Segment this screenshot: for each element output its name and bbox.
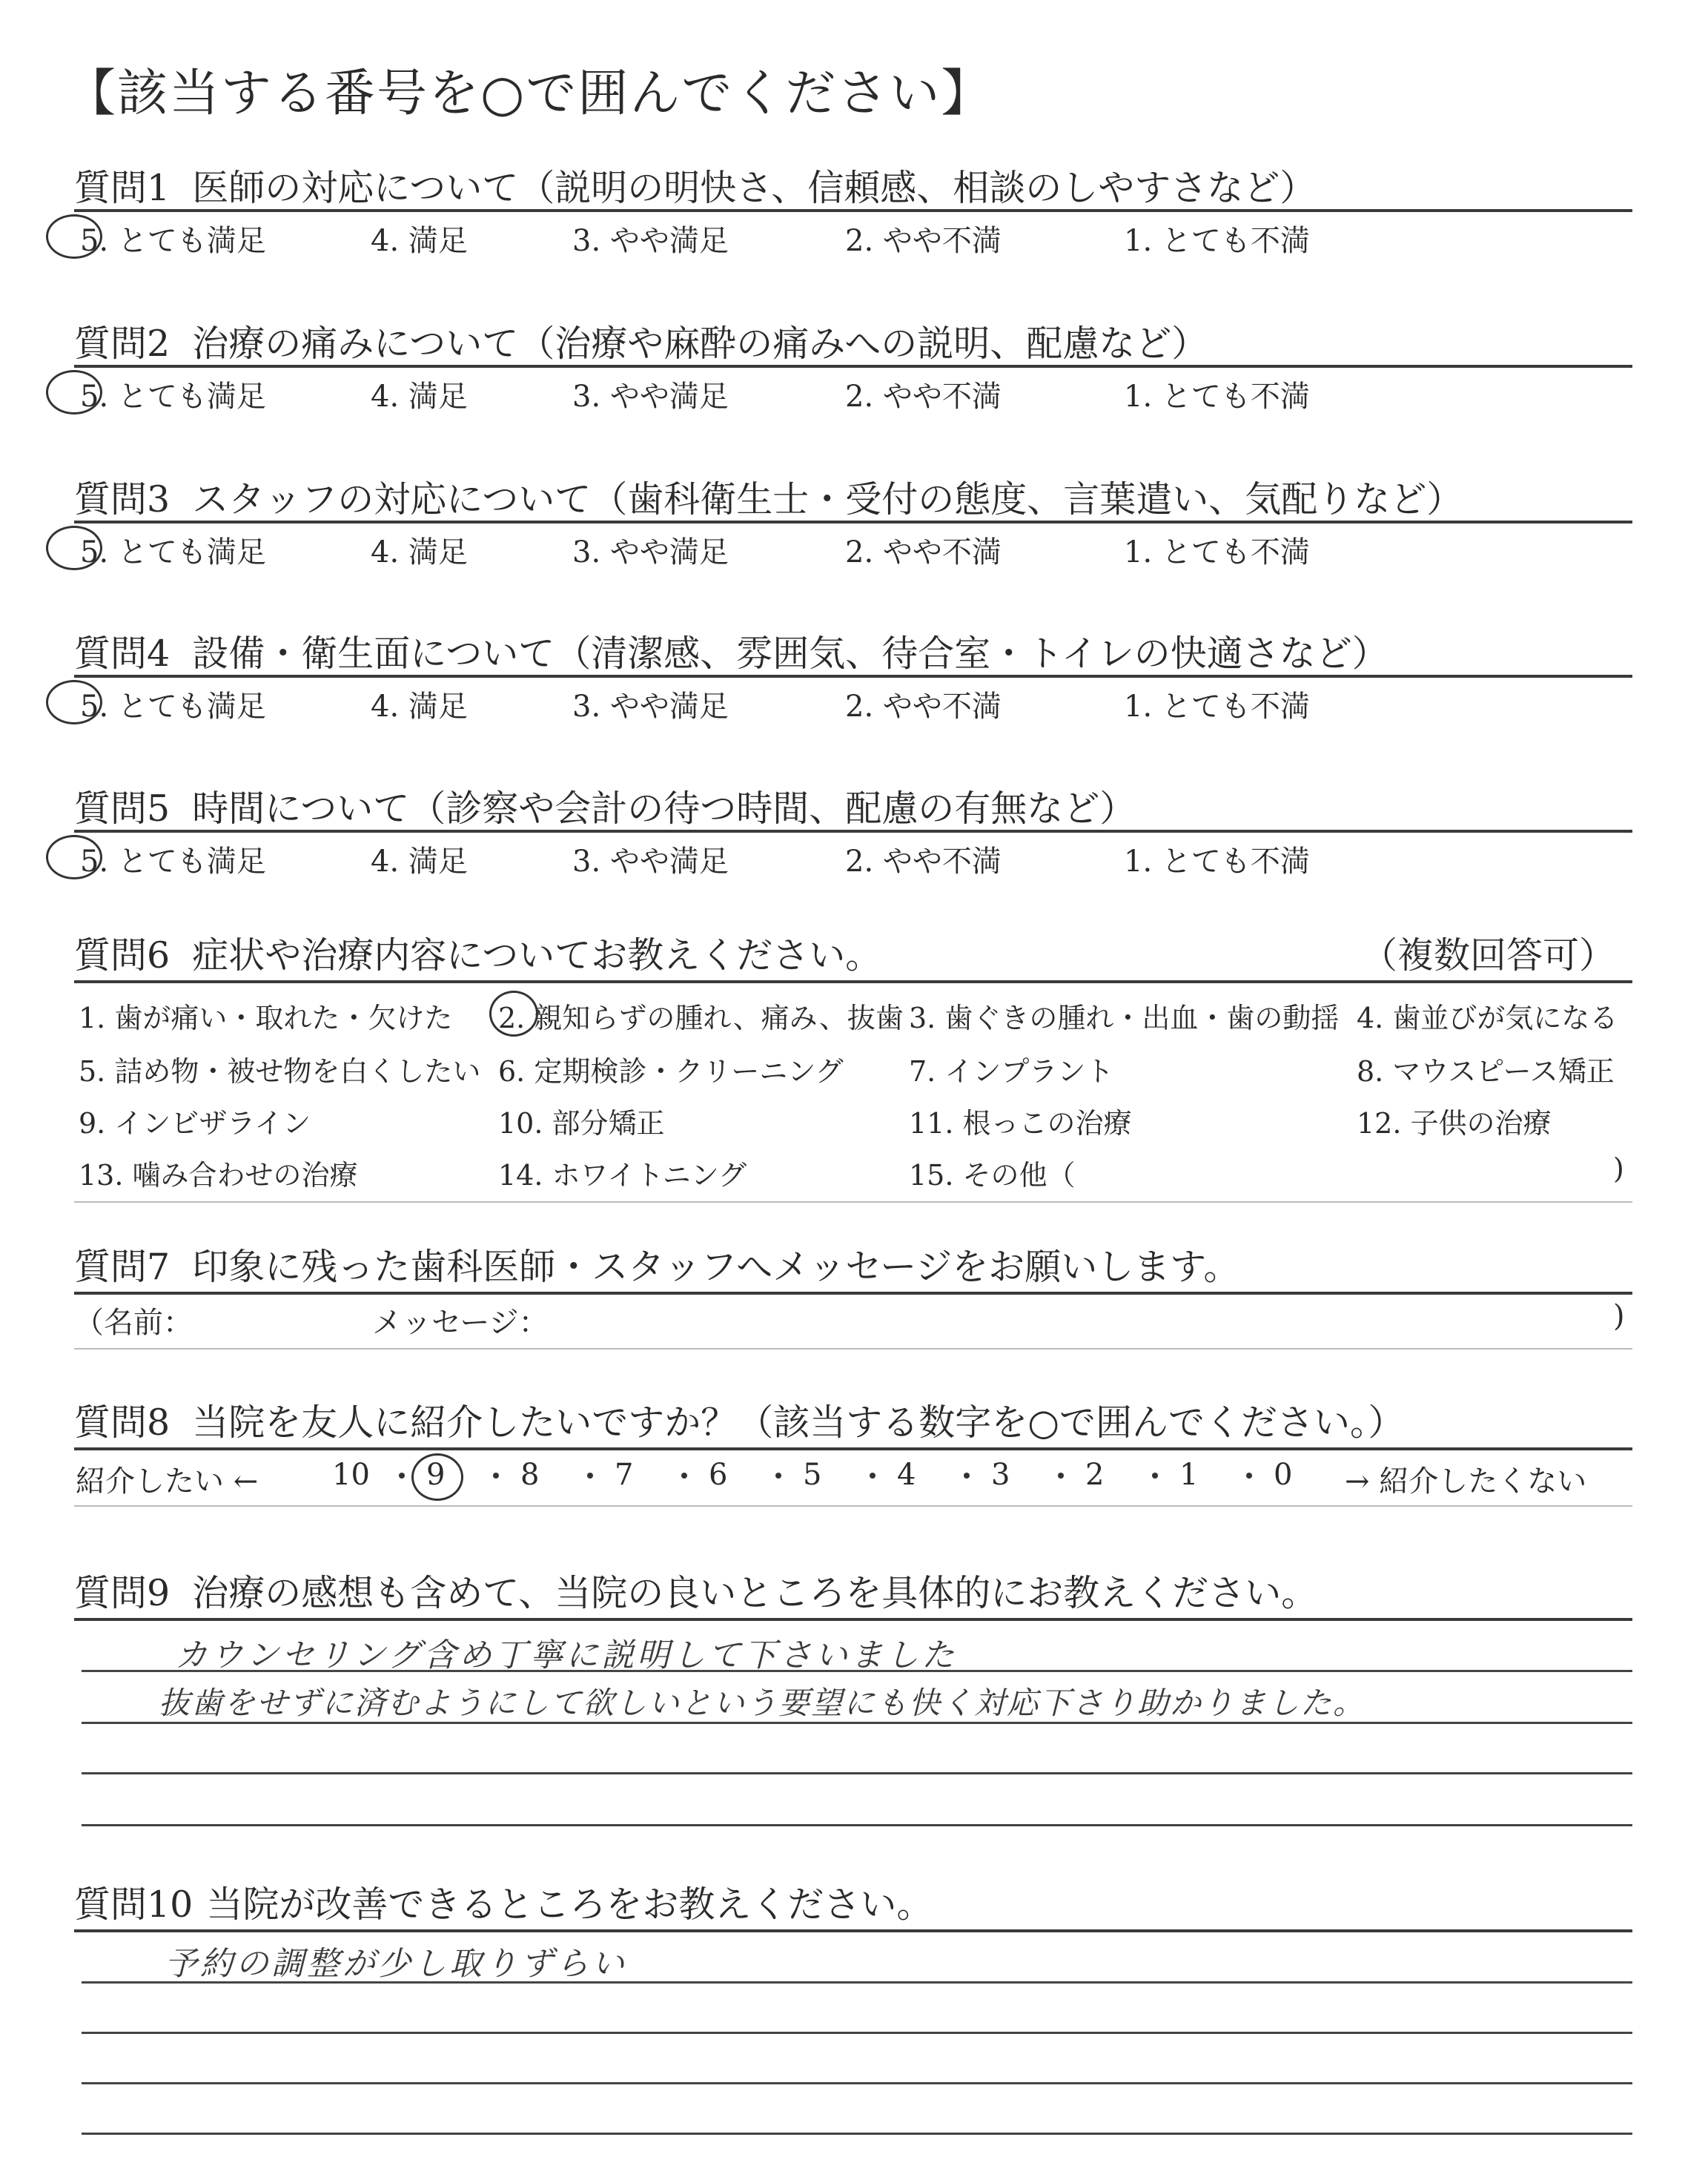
- q6-other-close: ): [1613, 1152, 1624, 1185]
- q8-text: 当院を友人に紹介したいですか？（該当する数字を○で囲んでください。）: [192, 1401, 1405, 1444]
- q10-answer-line-1: 予約の調整が少し取りずらい: [165, 1945, 627, 1983]
- q8-scale-separator: [587, 1473, 593, 1479]
- q8-scale-value[interactable]: 2: [1085, 1458, 1105, 1492]
- q8-scale-value[interactable]: 0: [1274, 1458, 1293, 1492]
- q3-text: スタッフの対応について（歯科衛生士・受付の態度、言葉遣い、気配りなど）: [192, 478, 1463, 521]
- q7-number: 質問7: [74, 1246, 171, 1288]
- q6-title: [74, 927, 881, 979]
- q6-rule: [74, 980, 1632, 983]
- q4-rule: [74, 675, 1632, 678]
- q6-item[interactable]: 5. 詰め物・被せ物を白くしたい: [79, 1055, 481, 1088]
- q6-item[interactable]: 15. その他（: [909, 1159, 1076, 1192]
- q6-item[interactable]: 11. 根っこの治療: [909, 1107, 1132, 1140]
- q1-number: 質問1: [74, 167, 171, 209]
- q9-line: [82, 1824, 1632, 1826]
- q6-item[interactable]: 12. 子供の治療: [1357, 1107, 1552, 1140]
- q1-selection-circle: [46, 214, 102, 259]
- q8-scale-separator: [1246, 1473, 1252, 1479]
- q6-item[interactable]: 7. インプラント: [909, 1055, 1114, 1088]
- q8-scale-separator: [1058, 1473, 1064, 1479]
- q8-scale-separator: [775, 1473, 781, 1479]
- q6-item[interactable]: 3. 歯ぐきの腫れ・出血・歯の動揺: [909, 1002, 1340, 1034]
- q8-scale-separator: [493, 1473, 499, 1479]
- q5-option[interactable]: 4. 満足: [371, 845, 468, 879]
- q3-rule: [74, 521, 1632, 524]
- q4-title: [74, 625, 1388, 677]
- q3-selection-circle: [46, 526, 102, 570]
- q4-selection-circle: [46, 680, 102, 724]
- q6-item[interactable]: 6. 定期検診・クリーニング: [498, 1055, 844, 1088]
- q1-title: [74, 159, 1316, 211]
- q8-scale-separator: [964, 1473, 970, 1479]
- q7-text: 印象に残った歯科医師・スタッフへメッセージをお願いします。: [192, 1246, 1240, 1288]
- q7-name-label: （名前：: [74, 1306, 193, 1340]
- q5-option[interactable]: 5. とても満足: [80, 845, 266, 879]
- q1-option[interactable]: 3. やや満足: [572, 224, 729, 258]
- q8-title: [74, 1394, 1404, 1446]
- q10-line: [82, 2133, 1632, 2135]
- q2-option[interactable]: 3. やや満足: [572, 380, 729, 414]
- q8-right-label: → 紹介したくない: [1345, 1464, 1587, 1499]
- q9-rule: [74, 1618, 1632, 1621]
- q2-option[interactable]: 5. とても満足: [80, 380, 266, 414]
- q8-scale-value[interactable]: 3: [991, 1458, 1010, 1492]
- q5-text: 時間について（診察や会計の待つ時間、配慮の有無など）: [192, 787, 1136, 830]
- q4-number: 質問4: [74, 633, 171, 675]
- q4-text: 設備・衛生面について（清潔感、雰囲気、待合室・トイレの快適さなど）: [192, 633, 1388, 675]
- q6-selection-circle: [489, 991, 538, 1037]
- q9-number: 質問9: [74, 1572, 171, 1614]
- q9-title: [74, 1565, 1317, 1616]
- q8-scale-value[interactable]: 5: [803, 1458, 822, 1492]
- q8-selection-circle: [411, 1453, 463, 1501]
- q3-option[interactable]: 2. やや不満: [845, 535, 1002, 569]
- q1-option[interactable]: 5. とても満足: [80, 224, 266, 258]
- q6-item[interactable]: 1. 歯が痛い・取れた・欠けた: [79, 1002, 453, 1034]
- q8-left-label: 紹介したい ←: [76, 1464, 259, 1499]
- q5-option[interactable]: 3. やや満足: [572, 845, 729, 879]
- q10-rule: [74, 1929, 1632, 1932]
- q6-item[interactable]: 8. マウスピース矯正: [1357, 1055, 1615, 1088]
- q8-scale-separator: [1152, 1473, 1158, 1479]
- q8-scale-separator: [399, 1473, 405, 1479]
- q7-close-paren: ): [1613, 1299, 1625, 1333]
- q4-option[interactable]: 5. とても満足: [80, 690, 266, 724]
- q4-option[interactable]: 2. やや不満: [845, 690, 1002, 724]
- q10-text: 当院が改善できるところをお教えください。: [206, 1883, 933, 1926]
- q2-text: 治療の痛みについて（治療や麻酔の痛みへの説明、配慮など）: [192, 323, 1208, 365]
- q8-rule: [74, 1447, 1632, 1450]
- q6-item[interactable]: 10. 部分矯正: [498, 1107, 665, 1140]
- q4-option[interactable]: 1. とても不満: [1124, 690, 1310, 724]
- q7-message-label: メッセージ：: [372, 1306, 549, 1340]
- q9-answer-line-2: 抜歯をせずに済むようにして欲しいという要望にも快く対応下さり助かりました。: [159, 1685, 1366, 1721]
- q2-title: [74, 315, 1208, 367]
- q10-number: 質問10: [74, 1883, 193, 1926]
- q1-option[interactable]: 2. やや不満: [845, 224, 1002, 258]
- q8-scale-separator: [681, 1473, 687, 1479]
- q6-bottom-rule: [74, 1201, 1632, 1203]
- q4-option[interactable]: 4. 満足: [371, 690, 468, 724]
- q2-option[interactable]: 1. とても不満: [1124, 380, 1310, 414]
- q6-item[interactable]: 13. 噛み合わせの治療: [79, 1159, 358, 1192]
- q3-title: [74, 471, 1463, 523]
- q7-title: [74, 1238, 1239, 1290]
- q8-scale-value[interactable]: 1: [1179, 1458, 1199, 1492]
- q5-option[interactable]: 2. やや不満: [845, 845, 1002, 879]
- q2-rule: [74, 365, 1632, 368]
- q2-number: 質問2: [74, 323, 171, 365]
- q9-line: [82, 1772, 1632, 1774]
- q8-scale-value[interactable]: 9: [426, 1458, 446, 1492]
- q8-scale-separator: [870, 1473, 875, 1479]
- q6-note: （複数回答可）: [1361, 934, 1616, 977]
- q5-rule: [74, 830, 1632, 833]
- q5-title: [74, 780, 1136, 832]
- q10-title: [74, 1876, 933, 1928]
- q10-line: [82, 2082, 1632, 2084]
- q8-scale-value[interactable]: 10: [332, 1458, 370, 1492]
- q5-selection-circle: [46, 835, 102, 879]
- q6-number: 質問6: [74, 934, 171, 977]
- q1-option[interactable]: 4. 満足: [371, 224, 468, 258]
- q6-item[interactable]: 9. インビザライン: [79, 1107, 311, 1140]
- q6-text: 症状や治療内容についてお教えください。: [192, 934, 882, 977]
- q8-bottom-rule: [74, 1505, 1632, 1507]
- q8-scale-value[interactable]: 4: [897, 1458, 916, 1492]
- q6-item[interactable]: 14. ホワイトニング: [498, 1159, 747, 1192]
- q5-option[interactable]: 1. とても不満: [1124, 845, 1310, 879]
- q6-item[interactable]: 4. 歯並びが気になる: [1357, 1002, 1618, 1034]
- q1-rule: [74, 209, 1632, 212]
- q8-scale-value[interactable]: 7: [615, 1458, 634, 1492]
- q9-text: 治療の感想も含めて、当院の良いところを具体的にお教えください。: [192, 1572, 1318, 1614]
- q9-answer-line-1: カウンセリング含め丁寧に説明して下さいました: [175, 1636, 958, 1674]
- q3-option[interactable]: 3. やや満足: [572, 535, 729, 569]
- q5-number: 質問5: [74, 787, 171, 830]
- q6-item[interactable]: 2. 親知らずの腫れ、痛み、抜歯: [498, 1002, 904, 1034]
- q10-line: [82, 2032, 1632, 2034]
- q7-bottom-rule: [74, 1348, 1632, 1350]
- q2-option[interactable]: 2. やや不満: [845, 380, 1002, 414]
- q3-number: 質問3: [74, 478, 171, 521]
- q8-number: 質問8: [74, 1401, 171, 1444]
- q3-option[interactable]: 5. とても満足: [80, 535, 266, 569]
- q3-option[interactable]: 4. 満足: [371, 535, 468, 569]
- q4-option[interactable]: 3. やや満足: [572, 690, 729, 724]
- q8-scale-value[interactable]: 6: [709, 1458, 728, 1492]
- q8-scale-value[interactable]: 8: [520, 1458, 540, 1492]
- q7-rule: [74, 1292, 1632, 1295]
- q2-option[interactable]: 4. 満足: [371, 380, 468, 414]
- q1-text: 医師の対応について（説明の明快さ、信頼感、相談のしやすさなど）: [192, 167, 1317, 209]
- q1-option[interactable]: 1. とても不満: [1124, 224, 1310, 258]
- q2-selection-circle: [46, 370, 102, 415]
- q3-option[interactable]: 1. とても不満: [1124, 535, 1310, 569]
- survey-header: 【該当する番号を○で囲んでください】: [65, 65, 993, 123]
